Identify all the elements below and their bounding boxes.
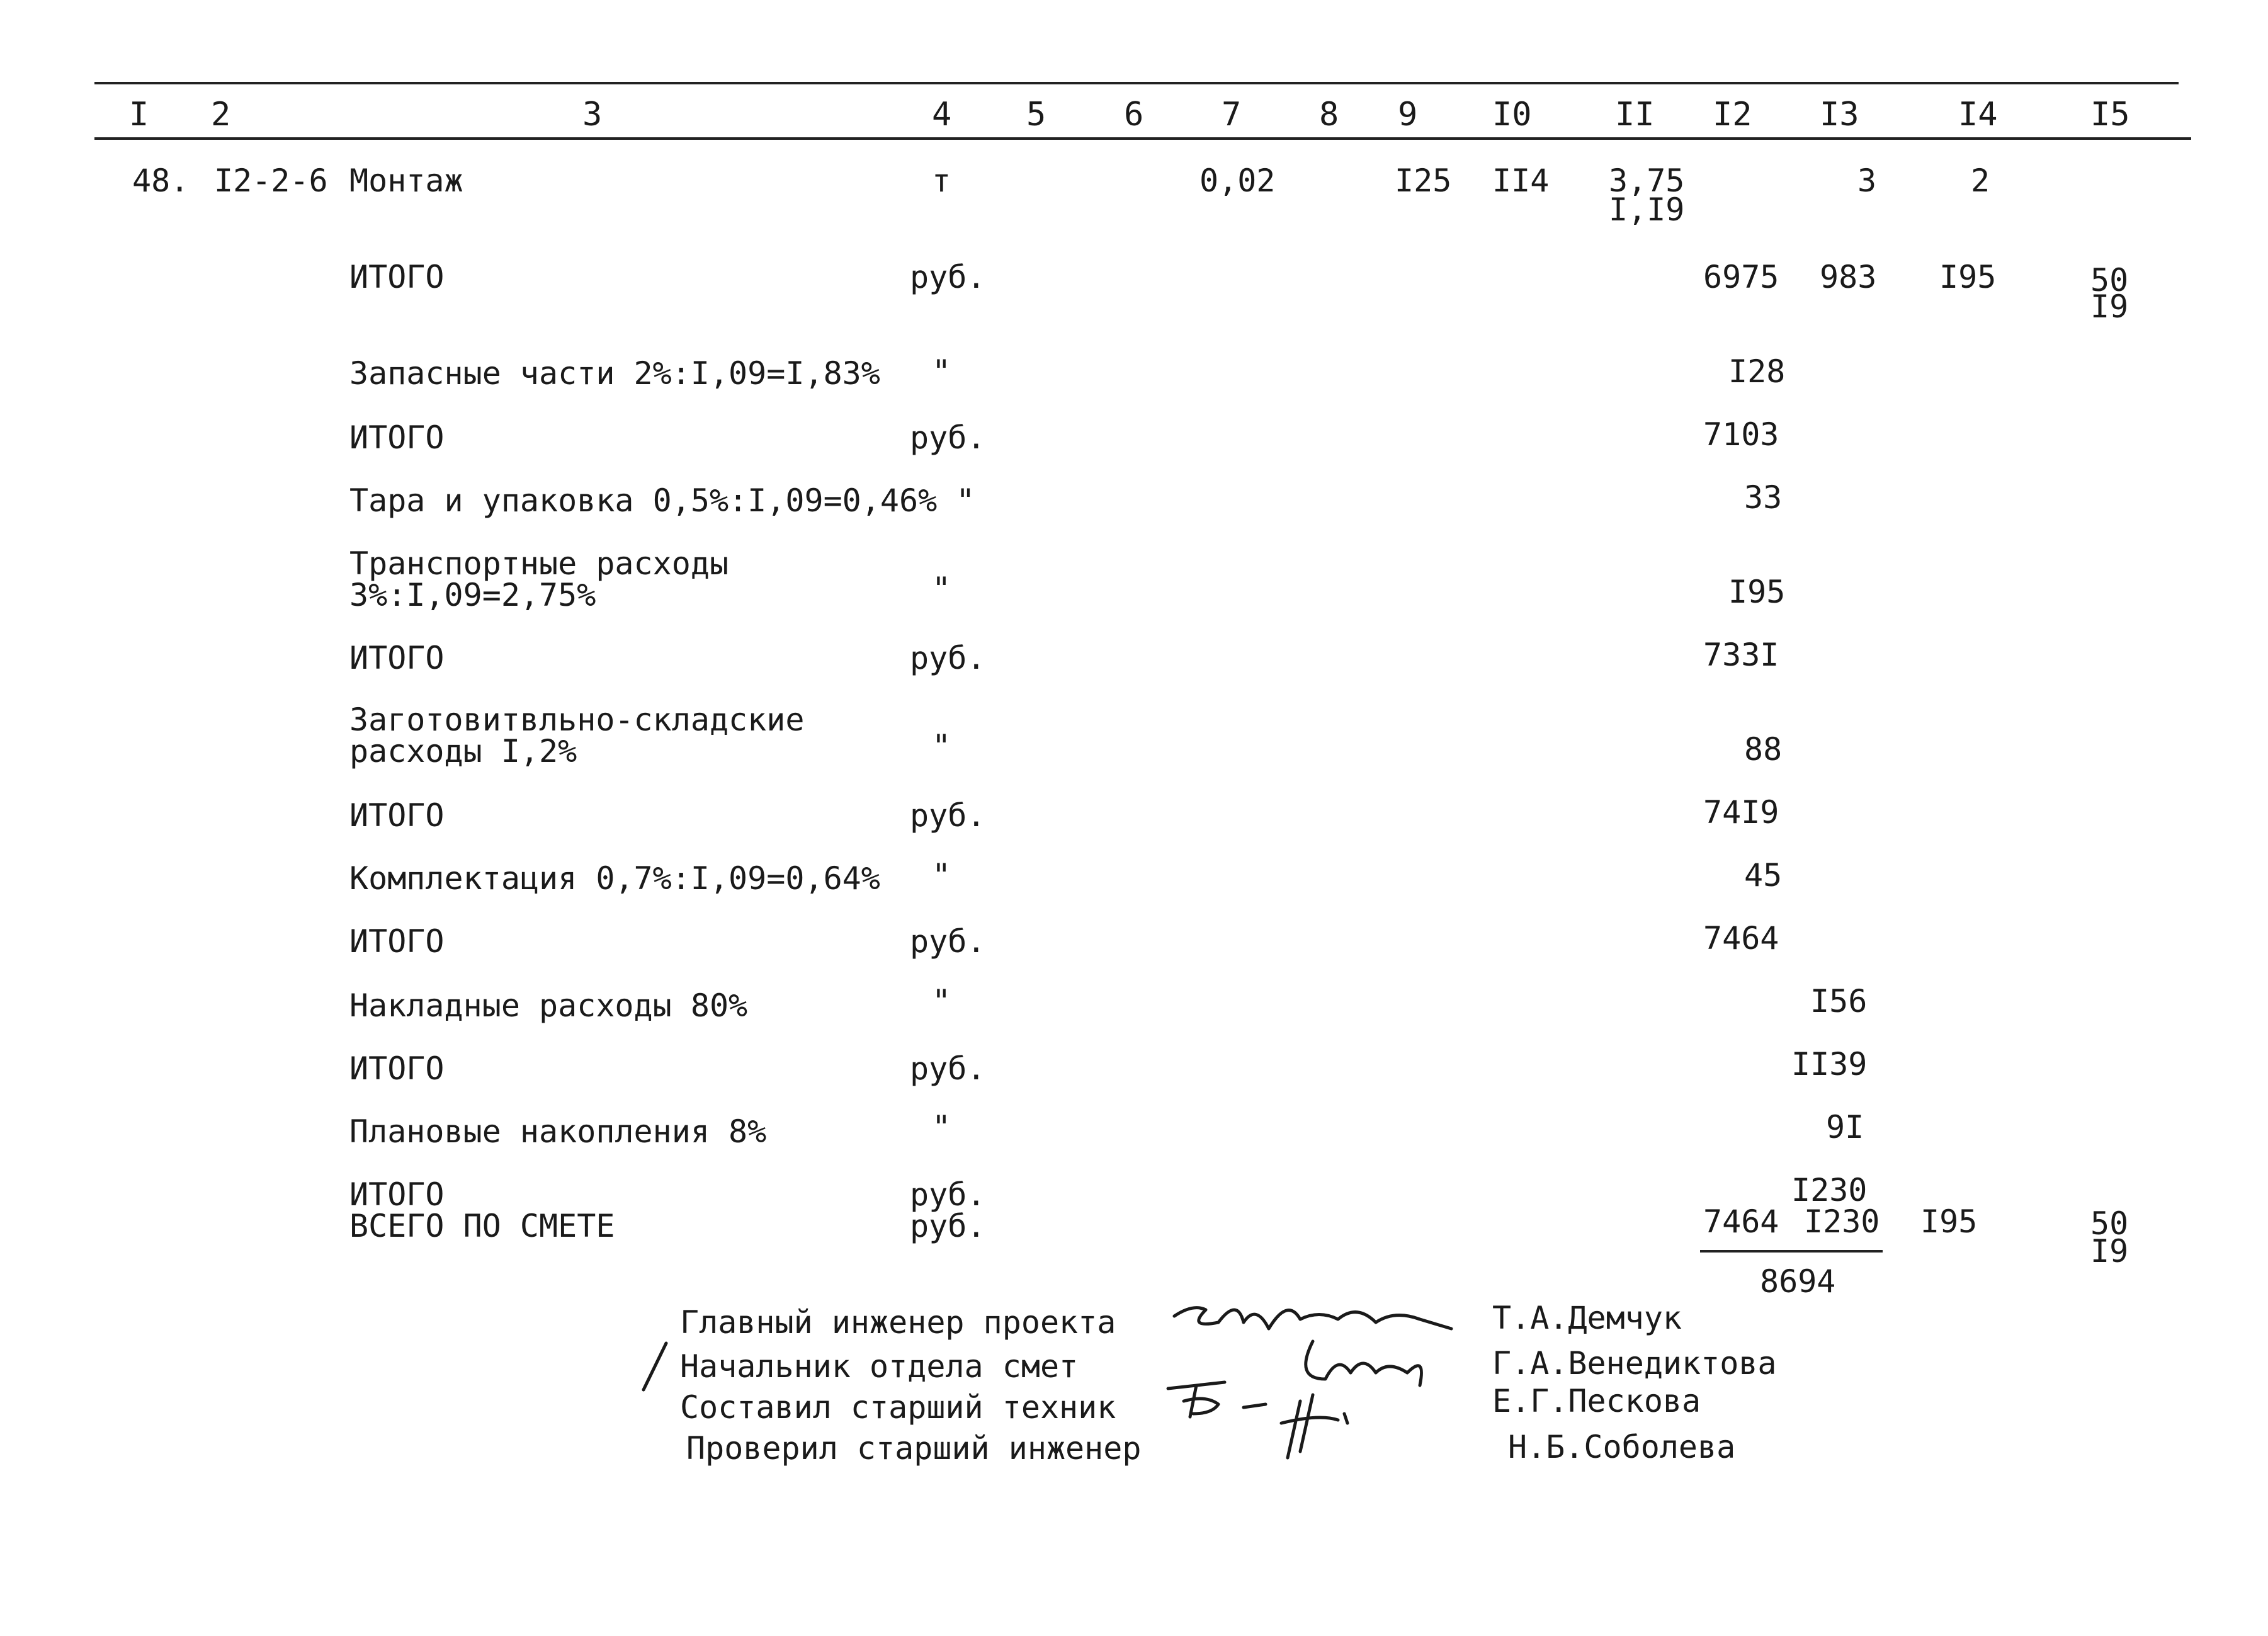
col-header: 4 [932, 96, 952, 133]
total-label: ВСЕГО ПО СМЕТЕ [349, 1208, 615, 1244]
row-label: Комплектация 0,7%:I,09=0,64% [349, 860, 880, 897]
row-col12: I95 [1728, 574, 1786, 610]
total-col12: 7464 [1703, 1203, 1779, 1240]
row-label: ИТОГО [349, 797, 445, 834]
row-col13: 983 [1820, 259, 1877, 295]
row-label: Транспортные расходы [349, 545, 729, 582]
row-unit: " [932, 857, 951, 894]
row-label: Плановые накопления 8% [349, 1113, 767, 1150]
col-header: 7 [1222, 96, 1242, 133]
row-unit: " [932, 353, 951, 390]
col-header: I [129, 96, 149, 133]
row-col13: 9I [1826, 1109, 1864, 1145]
row-col12: 7464 [1703, 920, 1779, 957]
row-label: Запасные части 2%:I,09=I,83% [349, 355, 880, 392]
col-header: 2 [211, 96, 231, 133]
signature-name: Г.А.Венедиктова [1492, 1345, 1777, 1382]
row-unit: руб. [910, 1176, 986, 1213]
item-name: Монтаж [349, 162, 463, 199]
col-header: 6 [1124, 96, 1144, 133]
signature-name: Т.А.Демчук [1492, 1300, 1682, 1336]
col-header: I5 [2090, 96, 2130, 133]
row-unit: " [932, 571, 951, 607]
row-label: ИТОГО [349, 259, 445, 295]
handwritten-mark-icon [636, 1338, 674, 1395]
row-col14: I95 [1939, 259, 1997, 295]
row-unit: руб. [910, 259, 986, 295]
row-unit: руб. [910, 797, 986, 834]
row-col12: 6975 [1703, 259, 1779, 295]
signature-title: Начальник отдела смет [680, 1348, 1079, 1385]
col-header: I3 [1820, 96, 1859, 133]
col-header: I2 [1713, 96, 1752, 133]
row-unit: " [932, 1109, 951, 1145]
row-label: расходы I,2% [349, 733, 577, 770]
row-col12: 74I9 [1703, 794, 1779, 831]
row-label: ИТОГО [349, 1176, 445, 1213]
item-col11a: 3,75 [1609, 162, 1685, 199]
signature-name: Е.Г.Пескова [1492, 1383, 1701, 1419]
row-label: ИТОГО [349, 640, 445, 676]
row-unit: руб. [910, 640, 986, 676]
item-unit: т [932, 162, 951, 199]
header-rule [94, 137, 2191, 140]
col-header: 9 [1398, 96, 1418, 133]
row-label: ИТОГО [349, 923, 445, 960]
row-unit: " [932, 728, 951, 764]
row-unit: " [932, 983, 951, 1020]
item-col9: I25 [1395, 162, 1452, 199]
row-unit: руб. [910, 1050, 986, 1087]
grand-total: 8694 [1760, 1263, 1836, 1300]
signature-title: Главный инженер проекта [680, 1304, 1116, 1341]
item-col14: 2 [1971, 162, 1990, 199]
col-header: I4 [1958, 96, 1998, 133]
col-header: 8 [1319, 96, 1339, 133]
item-col10: II4 [1492, 162, 1550, 199]
row-col12: 33 [1744, 479, 1783, 516]
row-col12: I28 [1728, 353, 1786, 390]
col-header: II [1615, 96, 1655, 133]
col-header: I0 [1492, 96, 1532, 133]
item-col11b: I,I9 [1609, 191, 1685, 228]
total-col15b: I9 [2090, 1233, 2129, 1270]
row-col13: I230 [1791, 1172, 1868, 1208]
row-col15a: 50 [2090, 262, 2129, 298]
total-underline [1700, 1250, 1883, 1253]
row-label: ИТОГО [349, 419, 445, 456]
signature-name: Н.Б.Соболева [1508, 1429, 1736, 1465]
total-col13: I230 [1804, 1203, 1880, 1240]
item-number: 48. [132, 162, 190, 199]
row-col13: II39 [1791, 1046, 1868, 1082]
signature-title: Составил старший техник [680, 1389, 1116, 1426]
col-header: 5 [1026, 96, 1046, 133]
row-col12: 733I [1703, 637, 1779, 673]
total-unit: руб. [910, 1208, 986, 1244]
total-col14: I95 [1920, 1203, 1978, 1240]
row-col12: 88 [1744, 731, 1783, 768]
row-label: 3%:I,09=2,75% [349, 577, 596, 613]
row-label: ИТОГО [349, 1050, 445, 1087]
row-col12: 7103 [1703, 416, 1779, 453]
row-col13: I56 [1810, 983, 1868, 1020]
row-col15b: I9 [2090, 288, 2129, 325]
row-unit: руб. [910, 419, 986, 456]
total-col15a: 50 [2090, 1205, 2129, 1242]
row-label: Заготовитвльно-складские [349, 702, 805, 738]
top-rule [94, 82, 2179, 84]
col-header: 3 [582, 96, 603, 133]
row-col12: 45 [1744, 857, 1783, 894]
row-label: Тара и упаковка 0,5%:I,09=0,46% " [349, 482, 975, 519]
item-col7: 0,02 [1199, 162, 1276, 199]
item-col13: 3 [1857, 162, 1877, 199]
item-code: I2-2-6 [214, 162, 328, 199]
signature-title: Проверил старший инженер [686, 1430, 1142, 1467]
row-label: Накладные расходы 80% [349, 987, 748, 1024]
row-unit: руб. [910, 923, 986, 960]
signature-scribble-2 [1155, 1370, 1420, 1464]
